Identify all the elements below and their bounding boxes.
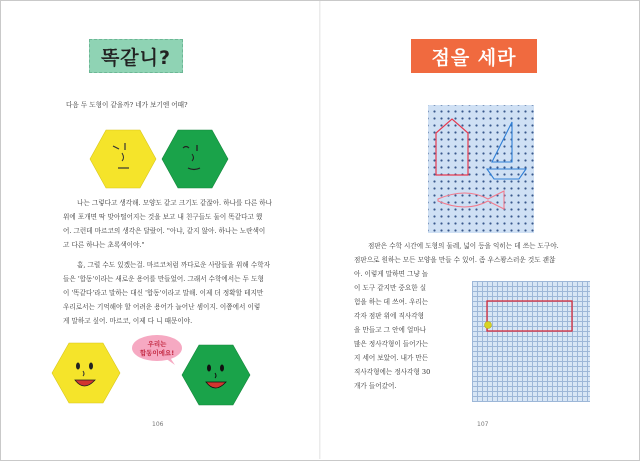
geoboard-shapes [428, 105, 534, 233]
text-line: 험을 하는 데 쓰여. 우리는 [354, 298, 429, 306]
text-line: 이 도구 같지만 중요한 실 [354, 284, 427, 292]
geoboard-dot-grid [428, 105, 534, 233]
yellow-hexagon-bottom [51, 342, 121, 404]
intro-question: 다음 두 도형이 같을까? 네가 보기엔 어때? [66, 101, 188, 109]
text-line: 지 세어 보았어. 내가 만든 [354, 354, 429, 362]
text-line: 게 말하고 싶어. 마르코, 이제 다 니 때문이야. [63, 317, 193, 325]
bubble-line: 합동이에요! [139, 349, 175, 357]
text-line: 나는 그렇다고 생각해. 모양도 같고 크기도 같잖아. 하나를 다른 하나 [77, 199, 273, 207]
bubble-line: 우리는 [147, 340, 167, 348]
speech-bubble-text [133, 340, 181, 358]
green-hexagon-top [161, 129, 229, 189]
text-line: 점판은 수학 시간에 도형의 둘레, 넓이 등을 익히는 데 쓰는 도구야. [368, 242, 559, 250]
text-line: 고 다른 하나는 초록색이야." [63, 241, 145, 249]
geoboard-square-grid [472, 281, 590, 402]
green-hexagon-bottom [181, 344, 251, 406]
text-line: 위에 포개면 딱 맞아떨어지는 것을 보고 내 친구들도 둘이 똑같다고 했 [63, 213, 263, 221]
yellow-hexagon-top [89, 129, 157, 189]
text-line: 아. 이렇게 말하면 그냥 놀 [354, 270, 429, 278]
text-line: 이 '똑같다'라고 말하는 대신 '합동'이라고 말해. 이제 더 정확할 테지만 [63, 289, 264, 297]
text-line: 개가 들어갔어. [354, 382, 397, 390]
right-page-title: 점을 세라 [411, 39, 537, 73]
text-line: 들은 '합동'이라는 새로운 용어를 만들었어. 그래서 수학에서는 두 도형 [63, 275, 264, 283]
left-page [1, 1, 320, 459]
text-line: 많은 정사각형이 들어가는 [354, 340, 429, 348]
page-number: 107 [477, 421, 489, 428]
text-line: 흠, 그럴 수도 있겠는걸. 마르코처럼 까다로운 사람들을 위해 수학자 [77, 261, 270, 269]
text-line: 각자 점판 위에 직사각형 [354, 312, 424, 320]
text-line: 을 만들고 그 안에 얼마나 [354, 326, 427, 334]
text-line: 점판으로 원하는 모든 모양을 만들 수 있어. 좀 우스꽝스러운 것도 괜찮 [354, 256, 556, 264]
right-page [321, 1, 639, 459]
text-line: 어. 그런데 마르코의 생각은 달랐어. "아냐, 같지 않아. 하나는 노란색이 [63, 227, 266, 235]
text-line: 우리로서는 기억해야 할 어려운 용어가 늘어난 셈이지. 이쯤에서 이렇 [63, 303, 261, 311]
left-page-title: 똑같니? [89, 39, 183, 73]
geoboard-rectangle-overlay [472, 281, 590, 402]
text-line: 직사각형에는 정사각형 30 [354, 368, 431, 376]
page-number: 106 [152, 421, 164, 428]
